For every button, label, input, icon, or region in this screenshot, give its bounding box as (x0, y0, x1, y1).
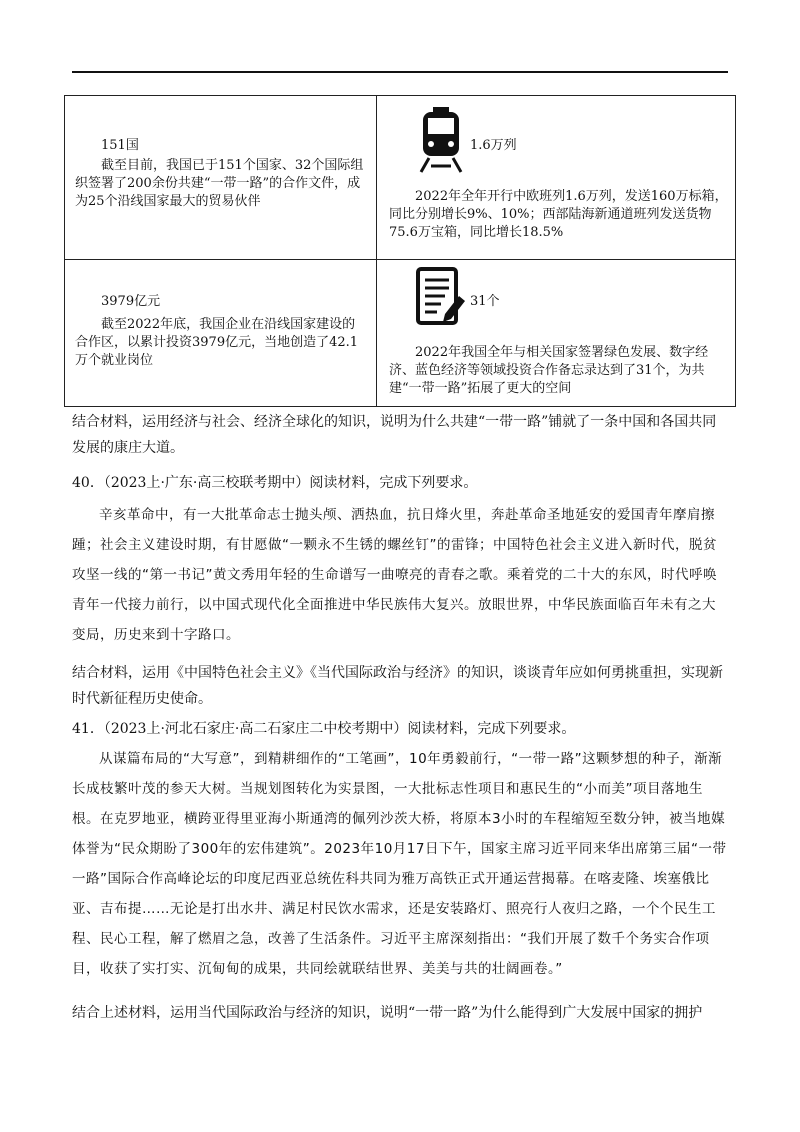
train-icon (417, 106, 465, 176)
table-divider-vertical (376, 96, 377, 406)
desc-investment: 截至2022年底，我国企业在沿线国家建设的合作区，以累计投资3979亿元，当地创造了42.1万个就业岗位 (75, 317, 359, 368)
q41-prompt: 结合上述材料，运用当代国际政治与经济的知识，说明“一带一路”为什么能得到广大发展中国家的拥护 (72, 1005, 703, 1021)
stat-trains: 1.6万列 (470, 138, 517, 153)
desc-trains: 2022年全年开行中欧班列1.6万列，发送160万标箱，同比分别增长9%、10%；西部陆海新通道班列发送货物75.6万宝箱，同比增长18.5% (389, 189, 728, 240)
q40-header: 40．（2023上·广东·高三校联考期中）阅读材料，完成下列要求。 (72, 475, 478, 491)
infographic-table (64, 95, 736, 407)
stat-memoranda: 31个 (470, 294, 500, 309)
stat-countries: 151国 (101, 138, 139, 153)
table-divider-horizontal (65, 259, 735, 260)
desc-countries: 截至目前，我国已于151个国家、32个国际组织签署了200余份共建“一带一路”的合作文件，成为25个沿线国家最大的贸易伙伴 (75, 158, 364, 209)
header-rule (72, 71, 728, 73)
stat-investment: 3979亿元 (101, 294, 161, 309)
desc-memoranda: 2022年我国全年与相关国家签署绿色发展、数字经济、蓝色经济等领域投资合作备忘录达到了31个，为共建“一带一路”拓展了更大的空间 (389, 345, 709, 396)
q39-prompt: 结合材料，运用经济与社会、经济全球化的知识，说明为什么共建“一带一路”铺就了一条中国和各国共同发展的康庄大道。 (72, 414, 717, 456)
q40-material: 辛亥革命中，有一大批革命志士抛头颅、洒热血，抗日烽火里，奔赴革命圣地延安的爱国青年摩肩擦踵；社会主义建设时期，有甘愿做“一颗永不生锈的螺丝钉”的雷锋；中国特色社会主义进入新时代，脱贫攻坚一线的“第一书记”黄文秀用年轻的生命谱写一曲嘹亮的青春之歌。乘着党的二十大的东风，时代呼唤青年一代接力前行，以中国式现代化全面推进中华民族伟大复兴。放眼世界，中华民族面临百年未有之大变局，历史来到十字路口。 (72, 507, 717, 643)
q41-header: 41．（2023上·河北石家庄·高二石家庄二中校考期中）阅读材料，完成下列要求。 (72, 721, 576, 737)
q41-material: 从谋篇布局的“大写意”，到精耕细作的“工笔画”，10年勇毅前行，“一带一路”这颗梦想的种子，渐渐长成枝繁叶茂的参天大树。当规划图转化为实景图，一大批标志性项目和惠民生的“小而美”项目落地生根。在克罗地亚，横跨亚得里亚海小斯通湾的佩列沙茨大桥，将原本3小时的车程缩短至数分钟，被当地媒体誉为“民众期盼了300年的宏伟建筑”。2023年10月17日下午，国家主席习近平同来华出席第三届“一带一路”国际合作高峰论坛的印度尼西亚总统佐科共同为雅万高铁正式开通运营揭幕。在喀麦隆、埃塞俄比亚、吉布提……无论是打出水井、满足村民饮水需求，还是安装路灯、照亮行人夜归之路，一个个民生工程、民心工程，解了燃眉之急，改善了生活条件。习近平主席深刻指出：“我们开展了数千个务实合作项目，收获了实打实、沉甸甸的成果，共同绘就联结世界、美美与共的壮阔画卷。” (72, 751, 727, 977)
q40-prompt: 结合材料，运用《中国特色社会主义》《当代国际政治与经济》的知识，谈谈青年应如何勇挑重担，实现新时代新征程历史使命。 (72, 665, 723, 707)
document-pen-icon (415, 266, 467, 332)
